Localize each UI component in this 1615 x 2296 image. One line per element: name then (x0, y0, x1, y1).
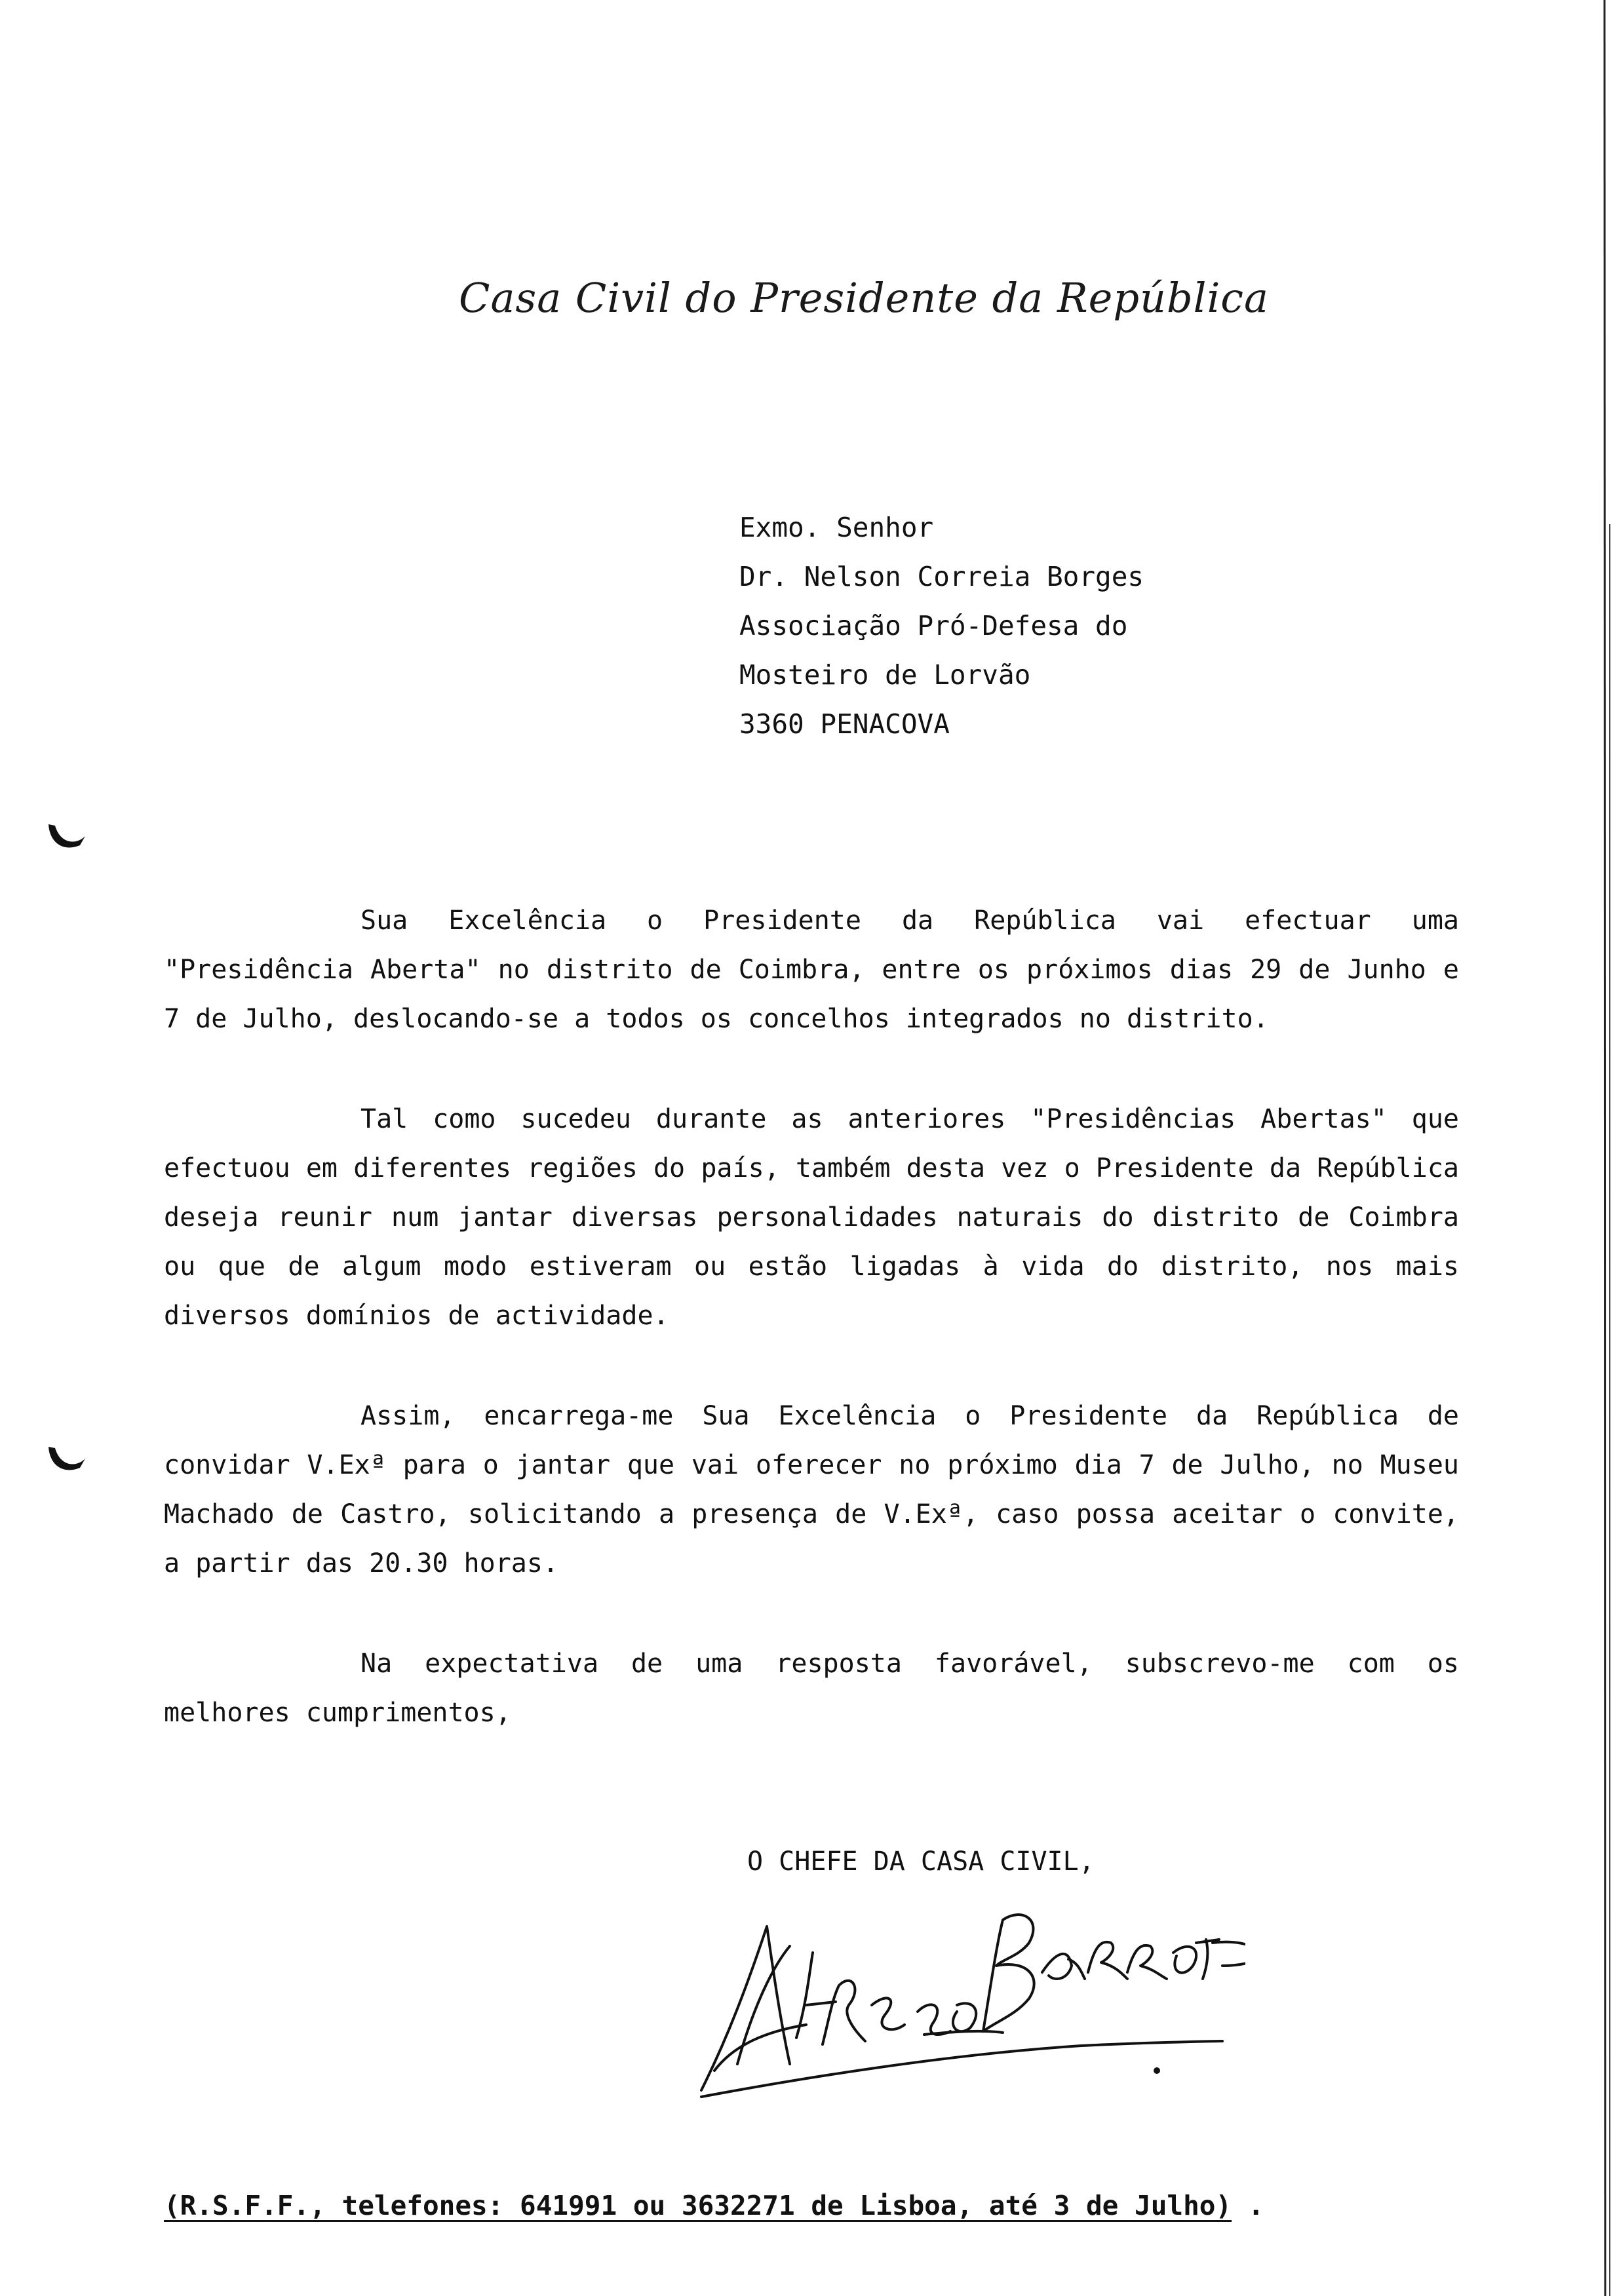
address-line-organization-cont: Mosteiro de Lorvão (739, 659, 1031, 691)
rsvp-note-period: . (1247, 2190, 1264, 2221)
address-line-postal: 3360 PENACOVA (739, 708, 950, 740)
footer-note (164, 2190, 1264, 2221)
body-paragraph: Na expectativa de uma resposta favorável, subscrevo-me com os melhores cumprimentos, (164, 1649, 1459, 1728)
signature-text: Alfredo Barroso (675, 1874, 682, 1875)
address-line-organization: Associação Pró-Defesa do (739, 610, 1128, 641)
body-paragraph: Sua Excelência o Presidente da República vai efectuar uma "Presidência Aberta" no distrito de Coimbra, entre os próximos dias 29 de Junho e 7 de Julho, deslocando-se a todos os concelhos integrados no distrito. (164, 906, 1459, 1034)
closing-title: O CHEFE DA CASA CIVIL, (747, 1846, 1095, 1877)
letter-body (164, 896, 1459, 1738)
punch-hole-mark-icon (45, 818, 90, 857)
scan-edge-line-icon (1602, 0, 1615, 2296)
address-line-name: Dr. Nelson Correia Borges (739, 561, 1144, 592)
body-paragraph: Assim, encarrega-me Sua Excelência o Presidente da República de convidar V.Exª para o jantar que vai oferecer no próximo dia 7 de Julho, no Museu Machado de Castro, solicitando a presença de V.Exª, caso possa aceitar o convite, a partir das 20.30 horas. (164, 1401, 1459, 1578)
rsvp-note: (R.S.F.F., telefones: 641991 ou 3632271 de Lisboa, até 3 de Julho) (164, 2190, 1232, 2221)
punch-hole-mark-icon (45, 1440, 90, 1480)
address-line-salutation: Exmo. Senhor (739, 512, 934, 543)
body-paragraph: Tal como sucedeu durante as anteriores "Presidências Abertas" que efectuou em diferentes regiões do país, também desta vez o Presidente da República deseja reunir num jantar diversas personalidades naturais do distrito de Coimbra ou que de algum modo estiveram ou estão ligadas à vida do distrito, nos mais diversos domínios de actividade. (164, 1104, 1459, 1331)
letterhead-title: Casa Civil do Presidente da República (459, 274, 1269, 322)
recipient-address (739, 503, 1144, 749)
handwritten-signature-icon (675, 1874, 1245, 2110)
